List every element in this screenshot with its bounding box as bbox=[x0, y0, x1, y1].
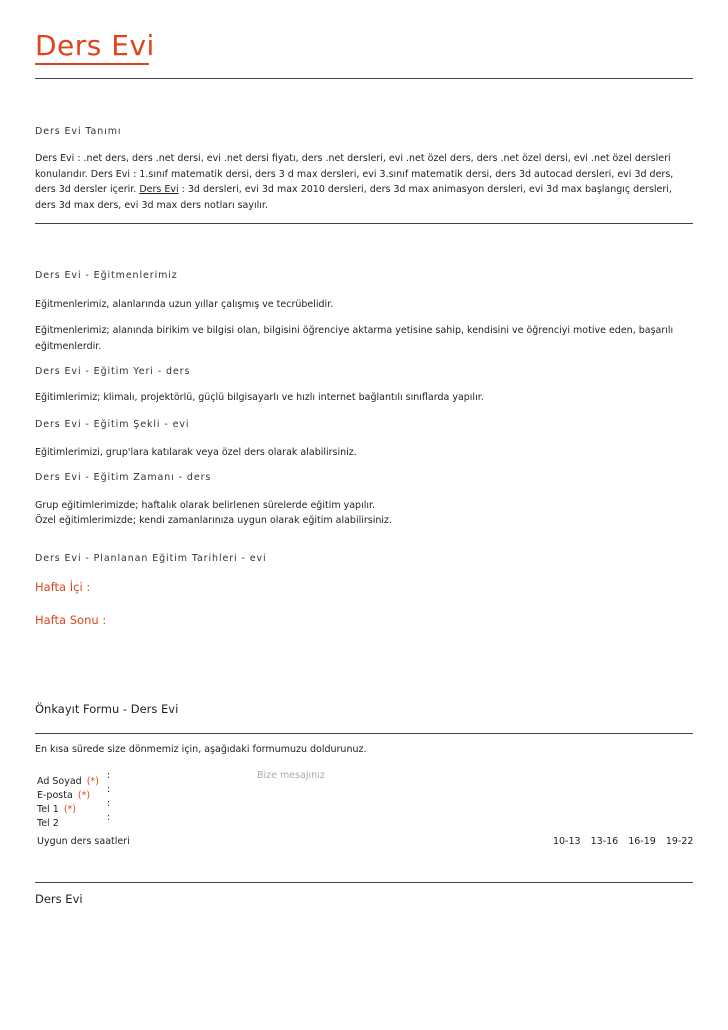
field-label: Ad Soyad bbox=[37, 776, 82, 787]
hours-label: Uygun ders saatleri bbox=[37, 836, 130, 847]
intro-heading: Ders Evi Tanımı bbox=[35, 126, 122, 137]
field-row-name bbox=[37, 769, 257, 787]
intro-text-end: : 3d dersleri, evi 3d max 2010 dersleri, ders 3d max animasyon dersleri, evi 3d max başlangıç dersleri, ders 3d max ders, evi 3d max ders notları sayılır. bbox=[35, 184, 672, 211]
teachers-para-2: Eğitmenlerimiz; alanında birikim ve bilgisi olan, bilgisini öğrenciye aktarma yetisine sahip, kendisini ve öğrenciyi motive eden, başarılı eğitmenlerdir. bbox=[35, 325, 674, 352]
email-input[interactable]: : bbox=[107, 784, 111, 795]
form-intro: En kısa sürede size dönmemiz için, aşağıdaki formumuzu doldurunuz. bbox=[35, 744, 367, 755]
site-logo-link[interactable]: Ders Evi bbox=[35, 29, 155, 62]
footer-brand: Ders Evi bbox=[35, 892, 83, 906]
teachers-heading: Ders Evi - Eğitmenlerimiz bbox=[35, 270, 178, 281]
intro-paragraph bbox=[35, 151, 695, 213]
field-label: E-posta bbox=[37, 790, 73, 801]
intro-divider bbox=[35, 223, 693, 224]
teachers-para-1: Eğitmenlerimiz, alanlarında uzun yıllar çalışmış ve tecrübelidir. bbox=[35, 299, 334, 310]
field-row-tel2 bbox=[37, 811, 257, 829]
message-textarea[interactable]: Bize mesajınız bbox=[257, 770, 325, 781]
field-label: Tel 1 bbox=[37, 804, 59, 815]
shape-text: Eğitimlerimizi, grup'lara katılarak veya özel ders olarak alabilirsiniz. bbox=[35, 447, 357, 458]
hour-option-13-16[interactable]: 13-16 bbox=[590, 836, 619, 847]
form-title: Önkayıt Formu - Ders Evi bbox=[35, 702, 179, 716]
time-heading: Ders Evi - Eğitim Zamanı - ders bbox=[35, 472, 212, 483]
intro-text-start: Ders Evi : .net ders, ders .net dersi, evi .net dersi fiyatı, ders .net dersleri, evi .net özel ders, ders .net özel dersi, evi .net özel dersleri konularıdır. Ders Evi : 1.sınıf matematik dersi, ders 3 d max dersleri, evi 3.sınıf matematik dersi, ders 3d autocad dersleri, evi 3d ders, ders 3d dersler içerir. bbox=[35, 153, 674, 195]
name-input[interactable]: : bbox=[107, 770, 111, 781]
brand-underline bbox=[35, 63, 149, 65]
intro-link-ders-evi[interactable]: Ders Evi bbox=[139, 184, 179, 195]
hour-option-10-13[interactable]: 10-13 bbox=[553, 836, 581, 847]
required-marker: (*) bbox=[77, 790, 91, 801]
tel1-input[interactable]: : bbox=[107, 798, 111, 809]
time-line-1: Grup eğitimlerimizde; haftalık olarak belirlenen sürelerde eğitim yapılır. bbox=[35, 500, 376, 511]
place-text: Eğitimlerimiz; klimalı, projektörlü, güçlü bilgisayarlı ve hızlı internet bağlantılı sınıflarda yapılır. bbox=[35, 392, 484, 403]
required-marker: (*) bbox=[86, 776, 99, 787]
shape-heading: Ders Evi - Eğitim Şekli - evi bbox=[35, 419, 190, 430]
field-row-tel1 bbox=[37, 797, 257, 815]
header-divider bbox=[35, 78, 693, 79]
place-heading: Ders Evi - Eğitim Yeri - ders bbox=[35, 366, 191, 377]
form-divider bbox=[35, 733, 693, 734]
tel2-input[interactable]: : bbox=[107, 812, 111, 823]
field-label: Tel 2 bbox=[37, 818, 59, 829]
weekend-label: Hafta Sonu : bbox=[35, 613, 107, 627]
time-line-2: Özel eğitimlerimizde; kendi zamanlarınıza uygun olarak eğitim alabilirsiniz. bbox=[35, 515, 393, 526]
required-marker: (*) bbox=[63, 804, 77, 815]
weekday-label: Hafta İçi : bbox=[35, 580, 91, 594]
hour-option-19-22[interactable]: 19-22 bbox=[665, 836, 694, 847]
field-row-email bbox=[37, 783, 257, 801]
registration-fields bbox=[37, 769, 257, 829]
footer-divider bbox=[35, 882, 693, 883]
hour-option-16-19[interactable]: 16-19 bbox=[628, 836, 656, 847]
hours-options bbox=[553, 835, 693, 848]
planned-heading: Ders Evi - Planlanan Eğitim Tarihleri - evi bbox=[35, 553, 267, 564]
